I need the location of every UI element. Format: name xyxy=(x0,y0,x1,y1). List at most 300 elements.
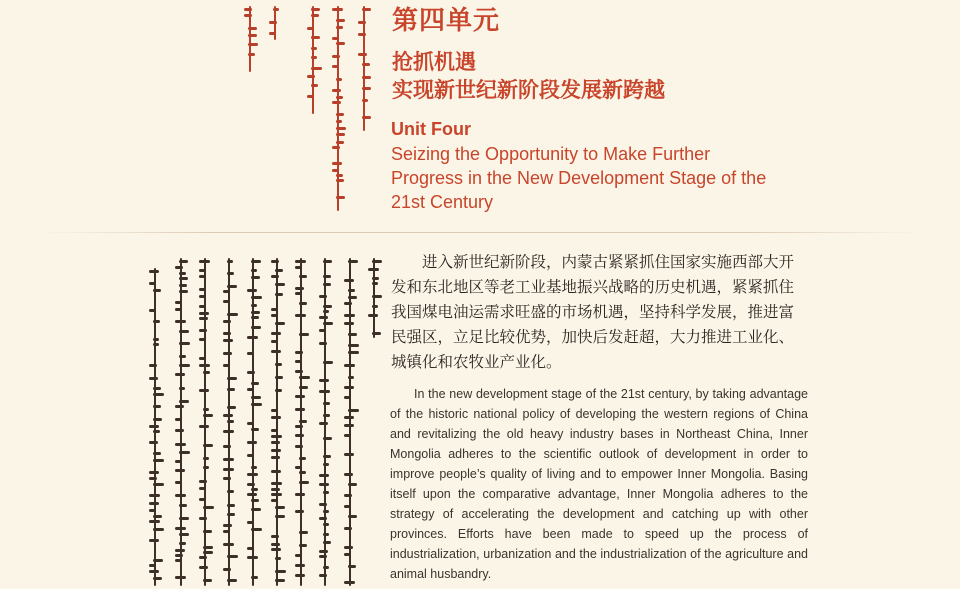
mongolian-script-stroke xyxy=(251,311,260,314)
mongolian-script-stroke xyxy=(295,434,304,437)
mongolian-script-stroke xyxy=(295,292,302,295)
mongolian-script-stroke xyxy=(247,388,254,391)
mongolian-script-stroke xyxy=(179,542,186,545)
mongolian-script-stroke xyxy=(199,556,207,559)
mongolian-script-stroke xyxy=(307,75,315,78)
mongolian-script-stroke xyxy=(179,284,187,287)
mongolian-script-stroke xyxy=(203,466,209,469)
mongolian-script-stroke xyxy=(247,352,254,355)
mongolian-script-stroke xyxy=(227,513,235,516)
mongolian-script-stroke xyxy=(362,116,371,119)
mongolian-script-stroke xyxy=(299,275,307,278)
mongolian-script-stroke xyxy=(275,363,282,366)
mongolian-script-stroke xyxy=(348,260,358,263)
mongolian-script-stroke xyxy=(319,517,327,520)
mongolian-script-stroke xyxy=(336,133,345,136)
mongolian-script-stroke xyxy=(199,389,209,392)
mongolian-script-stroke xyxy=(244,14,252,17)
mongolian-script-stroke xyxy=(149,539,159,542)
mongolian-script-stroke xyxy=(295,493,305,496)
mongolian-script-stroke xyxy=(323,322,333,325)
mongolian-script-stroke xyxy=(344,314,355,317)
mongolian-script-stroke xyxy=(199,329,207,332)
mongolian-script-stroke xyxy=(247,441,257,444)
mongolian-script-stroke xyxy=(271,314,277,317)
mongolian-script-stroke xyxy=(203,579,212,582)
mongolian-script-stroke xyxy=(323,455,331,458)
mongolian-script-stroke xyxy=(372,305,378,308)
mongolian-script-stroke xyxy=(223,543,234,546)
mongolian-script-stroke xyxy=(199,498,205,501)
mongolian-script-stroke xyxy=(223,339,233,342)
mongolian-script-column xyxy=(246,258,260,586)
mongolian-script-stroke xyxy=(227,313,238,316)
mongolian-script-stroke xyxy=(248,43,258,46)
mongolian-script-stroke xyxy=(336,113,344,116)
mongolian-script-stroke xyxy=(271,308,277,311)
body-paragraph-english: In the new development stage of the 21st century, by taking advantage of the historic national policy of developing the western regions of China and revitalizing the old heavy industry bases in Northeast China, Inner Mongolia adheres to the scientific outlook of development in order to improve people’s quality of living and to empower Inner Mongolia. Basing itself upon the comparative advantage, Inner Mongolia adheres to the strategy of accelerating the development and catching up with other provinces. Efforts have been made to speed up the process of industrialization, urbanization and the industrialization of the agriculture and animal husbandry. xyxy=(390,387,808,581)
mongolian-script-stroke xyxy=(251,396,261,399)
mongolian-script-stroke xyxy=(344,581,355,584)
mongolian-script-stroke xyxy=(344,505,351,508)
mongolian-script-stroke xyxy=(251,296,262,299)
mongolian-script-stroke xyxy=(227,285,237,288)
mongolian-script-stroke xyxy=(336,127,346,130)
mongolian-script-stroke xyxy=(175,308,182,311)
mongolian-script-stroke xyxy=(344,453,354,456)
mongolian-script-stroke xyxy=(269,21,277,24)
mongolian-script-stroke xyxy=(348,515,357,518)
mongolian-script-stroke xyxy=(149,441,158,444)
mongolian-script-stroke xyxy=(275,283,285,286)
mongolian-script-column xyxy=(318,258,332,586)
unit-title-chinese-line: 实现新世纪新阶段发展新跨越 xyxy=(392,78,665,102)
mongolian-script-stroke xyxy=(323,491,329,494)
mongolian-script-stroke xyxy=(227,490,234,493)
mongolian-script-stroke xyxy=(227,406,236,409)
mongolian-script-stroke xyxy=(199,288,206,291)
mongolian-script-stroke xyxy=(332,146,340,149)
unit-title-english-line: 21st Century xyxy=(391,192,494,212)
mongolian-script-stroke xyxy=(179,272,186,275)
mongolian-script-stroke xyxy=(153,452,161,455)
mongolian-script-stroke xyxy=(179,277,188,280)
mongolian-script-stroke xyxy=(199,364,210,367)
mongolian-script-stroke xyxy=(319,329,326,332)
mongolian-script-stroke xyxy=(179,355,186,358)
unit-title-english-line: Progress in the New Development Stage of the xyxy=(391,168,767,188)
mongolian-script-stroke xyxy=(344,302,352,305)
mongolian-script-stroke xyxy=(336,26,343,29)
mongolian-script-stroke xyxy=(372,260,382,263)
mongolian-script-stroke xyxy=(362,63,370,66)
mongolian-script-column xyxy=(294,258,308,586)
mongolian-script-stroke xyxy=(251,499,259,502)
mongolian-script-stroke xyxy=(332,169,338,172)
mongolian-script-stroke xyxy=(336,141,344,144)
mongolian-script-stroke xyxy=(175,320,186,323)
mongolian-script-stroke xyxy=(344,322,354,325)
mongolian-script-stroke xyxy=(299,386,308,389)
mongolian-script-stroke xyxy=(153,405,161,408)
mongolian-script-stroke xyxy=(275,570,286,573)
mongolian-script-stroke xyxy=(199,357,206,360)
mongolian-script-stem xyxy=(363,6,365,131)
mongolian-script-stroke xyxy=(295,287,304,290)
mongolian-script-stroke xyxy=(332,55,340,58)
mongolian-script-stroke xyxy=(175,481,182,484)
mongolian-script-stroke xyxy=(323,463,329,466)
mongolian-script-stroke xyxy=(295,408,305,411)
mongolian-script-stroke xyxy=(227,388,235,391)
mongolian-script-stroke xyxy=(175,576,186,579)
unit-title-english-line: Seizing the Opportunity to Make Further xyxy=(391,144,711,164)
mongolian-script-stroke xyxy=(319,316,328,319)
mongolian-script-stroke xyxy=(319,474,329,477)
mongolian-script-stroke xyxy=(179,387,185,390)
mongolian-script-stroke xyxy=(247,483,255,486)
mongolian-script-stroke xyxy=(251,576,258,579)
mongolian-script-stroke xyxy=(175,373,185,376)
mongolian-script-stroke xyxy=(227,420,234,423)
mongolian-script-stroke xyxy=(247,521,254,524)
unit-label-chinese: 第四单元 xyxy=(392,6,501,36)
mongolian-script-stroke xyxy=(199,566,208,569)
mongolian-script-stroke xyxy=(199,305,205,308)
mongolian-script-stroke xyxy=(203,530,212,533)
mongolian-script-stroke xyxy=(271,548,281,551)
mongolian-script-stroke xyxy=(323,533,329,536)
mongolian-script-stroke xyxy=(323,523,329,526)
mongolian-script-stroke xyxy=(319,555,327,558)
mongolian-script-stroke xyxy=(203,457,209,460)
mongolian-script-stroke xyxy=(251,428,259,431)
mongolian-script-stroke xyxy=(319,483,329,486)
mongolian-script-stroke xyxy=(175,527,186,530)
mongolian-script-stroke xyxy=(153,343,159,346)
mongolian-script-stroke xyxy=(299,544,307,547)
mongolian-script-stroke xyxy=(319,550,328,553)
mongolian-script-stroke xyxy=(175,266,183,269)
mongolian-script-stroke xyxy=(153,393,164,396)
mongolian-script-stroke xyxy=(247,371,255,374)
mongolian-script-stroke xyxy=(311,14,319,17)
mongolian-script-stroke xyxy=(348,351,359,354)
mongolian-script-stroke xyxy=(319,379,329,382)
mongolian-script-stroke xyxy=(149,564,156,567)
mongolian-script-stroke xyxy=(323,566,329,569)
mongolian-script-stroke xyxy=(251,528,262,531)
mongolian-script-stroke xyxy=(227,555,238,558)
mongolian-script-stroke xyxy=(323,402,330,405)
mongolian-script-stroke xyxy=(203,506,214,509)
mongolian-script-stroke xyxy=(275,293,283,296)
mongolian-script-stroke xyxy=(175,443,186,446)
mongolian-script-stroke xyxy=(307,95,314,98)
mongolian-script-stroke xyxy=(199,312,209,315)
mongolian-script-stroke xyxy=(323,437,332,440)
mongolian-script-stroke xyxy=(299,471,306,474)
mongolian-script-stroke xyxy=(149,494,160,497)
mongolian-script-stroke xyxy=(358,33,366,36)
mongolian-script-stroke xyxy=(248,27,257,30)
mongolian-script-stroke xyxy=(295,351,303,354)
mongolian-script-stroke xyxy=(149,477,157,480)
mongolian-script-stroke xyxy=(348,409,359,412)
mongolian-script-stroke xyxy=(175,460,181,463)
mongolian-script-stroke xyxy=(179,364,190,367)
mongolian-script-stroke xyxy=(149,309,155,312)
mongolian-script-stroke xyxy=(153,528,164,531)
mongolian-script-stroke xyxy=(223,320,231,323)
mongolian-script-stroke xyxy=(247,454,254,457)
mongolian-script-stroke xyxy=(275,269,283,272)
mongolian-script-stroke xyxy=(271,350,281,353)
mongolian-script-stroke xyxy=(153,459,164,462)
mongolian-script-stroke xyxy=(348,289,355,292)
mongolian-script-stroke xyxy=(199,295,205,298)
mongolian-script-stroke xyxy=(295,266,302,269)
mongolian-script-column xyxy=(148,268,162,586)
mongolian-script-stroke xyxy=(271,493,282,496)
mongolian-script-stroke xyxy=(358,53,367,56)
mongolian-script-column xyxy=(222,258,236,586)
mongolian-script-stroke xyxy=(271,543,280,546)
section-divider xyxy=(40,232,920,233)
mongolian-script-stroke xyxy=(319,503,327,506)
mongolian-script-stroke xyxy=(247,336,258,339)
mongolian-script-stroke xyxy=(295,314,306,317)
mongolian-script-stroke xyxy=(248,53,255,56)
mongolian-script-stroke xyxy=(344,396,350,399)
mongolian-script-stroke xyxy=(323,260,332,263)
mongolian-script-stroke xyxy=(251,466,257,469)
mongolian-script-stroke xyxy=(311,36,320,39)
mongolian-script-stroke xyxy=(323,541,331,544)
mongolian-script-stroke xyxy=(199,260,210,263)
mongolian-script-stroke xyxy=(153,577,162,580)
mongolian-script-stroke xyxy=(223,290,230,293)
mongolian-script-stroke xyxy=(271,260,279,263)
mongolian-script-stroke xyxy=(175,559,181,562)
mongolian-script-stroke xyxy=(362,76,371,79)
mongolian-script-stroke xyxy=(275,376,283,379)
mongolian-script-column xyxy=(367,258,381,338)
mongolian-script-stroke xyxy=(251,326,261,329)
mongolian-script-stroke xyxy=(223,445,231,448)
mongolian-script-stroke xyxy=(223,352,232,355)
mongolian-script-stroke xyxy=(179,517,189,520)
mongolian-script-stroke xyxy=(251,382,259,385)
mongolian-script-stroke xyxy=(251,269,257,272)
mongolian-script-stroke xyxy=(271,275,279,278)
mongolian-script-stroke xyxy=(295,510,304,513)
mongolian-script-stroke xyxy=(248,34,257,37)
mongolian-script-stroke xyxy=(153,559,163,562)
mongolian-script-stroke xyxy=(149,282,155,285)
mongolian-script-stroke xyxy=(179,342,190,345)
unit-title-chinese-line: 抢抓机遇 xyxy=(392,50,476,74)
mongolian-script-column xyxy=(243,6,257,72)
mongolian-script-stroke xyxy=(251,508,261,511)
mongolian-script-stroke xyxy=(199,317,208,320)
mongolian-script-stroke xyxy=(332,101,341,104)
mongolian-script-stroke xyxy=(251,260,261,263)
mongolian-script-stroke xyxy=(175,301,181,304)
mongolian-script-stroke xyxy=(344,424,354,427)
mongolian-script-stroke xyxy=(358,21,366,24)
mongolian-script-stroke xyxy=(199,269,206,272)
mongolian-script-stroke xyxy=(295,554,301,557)
mongolian-script-stroke xyxy=(323,283,331,286)
mongolian-script-stroke xyxy=(153,418,162,421)
mongolian-script-column xyxy=(343,258,357,586)
mongolian-script-stroke xyxy=(247,493,257,496)
mongolian-script-stroke xyxy=(344,279,354,282)
mongolian-script-stroke xyxy=(273,8,279,11)
mongolian-script-stroke xyxy=(251,304,257,307)
mongolian-script-stroke xyxy=(223,300,230,303)
mongolian-script-stroke xyxy=(149,509,155,512)
mongolian-script-stroke xyxy=(368,268,379,271)
mongolian-script-stroke xyxy=(203,444,213,447)
mongolian-script-stroke xyxy=(153,483,164,486)
body-paragraph-chinese: 进入新世纪新阶段，内蒙古紧紧抓住国家实施西部大开发和东北地区等老工业基地振兴战略的历史机遇，紧紧抓住我国煤电油运需求旺盛的市场机遇，坚持科学发展，推进富民强区，立足比较优势，加快后发赶超，大力推进工业化、城镇化和农牧业产业化。 xyxy=(391,253,795,371)
mongolian-script-stroke xyxy=(179,504,187,507)
mongolian-script-stroke xyxy=(336,196,345,199)
mongolian-script-stroke xyxy=(344,527,352,530)
mongolian-script-stroke xyxy=(153,338,159,341)
mongolian-script-stroke xyxy=(372,282,378,285)
mongolian-script-stroke xyxy=(323,510,329,513)
mongolian-script-stroke xyxy=(344,546,353,549)
mongolian-script-stroke xyxy=(271,470,281,473)
mongolian-script-stroke xyxy=(271,499,278,502)
mongolian-script-stroke xyxy=(362,99,368,102)
mongolian-script-stroke xyxy=(295,466,301,469)
mongolian-script-stroke xyxy=(203,414,213,417)
mongolian-script-stroke xyxy=(319,390,330,393)
mongolian-script-stroke xyxy=(271,441,280,444)
mongolian-script-stroke xyxy=(271,449,281,452)
mongolian-script-stroke xyxy=(323,361,333,364)
mongolian-script-stroke xyxy=(348,296,357,299)
mongolian-script-stroke xyxy=(307,27,314,30)
mongolian-script-stroke xyxy=(344,416,354,419)
mongolian-script-stroke xyxy=(336,78,342,81)
mongolian-script-stroke xyxy=(271,535,279,538)
mongolian-script-stroke xyxy=(223,530,229,533)
mongolian-script-stroke xyxy=(295,360,302,363)
mongolian-script-stroke xyxy=(223,414,233,417)
mongolian-script-stroke xyxy=(323,275,331,278)
mongolian-script-stroke xyxy=(153,387,161,390)
mongolian-script-stroke xyxy=(227,579,237,582)
mongolian-script-stroke xyxy=(247,473,258,476)
mongolian-script-column xyxy=(331,6,345,211)
mongolian-script-column xyxy=(357,6,371,131)
mongolian-script-stroke xyxy=(223,332,231,335)
mongolian-script-stroke xyxy=(149,425,159,428)
mongolian-script-stroke xyxy=(275,506,285,509)
mongolian-script-stroke xyxy=(323,310,329,313)
mongolian-script-stroke xyxy=(227,504,235,507)
mongolian-script-stroke xyxy=(199,338,206,341)
mongolian-script-stroke xyxy=(332,37,339,40)
mongolian-script-stroke xyxy=(332,89,341,92)
mongolian-script-stroke xyxy=(348,344,359,347)
mongolian-script-stroke xyxy=(223,468,234,471)
mongolian-script-stroke xyxy=(223,430,234,433)
mongolian-script-stroke xyxy=(149,471,159,474)
mongolian-script-stroke xyxy=(175,418,181,421)
mongolian-script-stroke xyxy=(348,376,354,379)
mongolian-script-stroke xyxy=(149,570,159,573)
mongolian-script-stroke xyxy=(223,364,230,367)
mongolian-script-stroke xyxy=(336,174,343,177)
mongolian-script-stroke xyxy=(251,276,260,279)
mongolian-script-stroke xyxy=(295,395,305,398)
mongolian-script-stroke xyxy=(295,564,305,567)
mongolian-script-stroke xyxy=(153,289,161,292)
mongolian-script-stroke xyxy=(179,330,189,333)
mongolian-script-stroke xyxy=(223,458,234,461)
mongolian-script-stroke xyxy=(344,494,352,497)
mongolian-script-stroke xyxy=(179,533,189,536)
mongolian-script-stroke xyxy=(344,364,355,367)
unit-title-chinese xyxy=(392,48,665,104)
mongolian-script-stroke xyxy=(175,469,185,472)
mongolian-script-stroke xyxy=(227,260,233,263)
mongolian-script-stroke xyxy=(311,8,320,11)
mongolian-script-stroke xyxy=(344,473,353,476)
mongolian-script-stroke xyxy=(149,520,160,523)
mongolian-script-stroke xyxy=(247,547,254,550)
mongolian-script-stroke xyxy=(295,574,305,577)
mongolian-script-stroke xyxy=(251,403,262,406)
mongolian-script-stroke xyxy=(247,556,258,559)
mongolian-script-stroke xyxy=(179,290,188,293)
mongolian-script-stroke xyxy=(223,568,231,571)
mongolian-script-stem xyxy=(349,258,351,586)
mongolian-script-stroke xyxy=(175,554,183,557)
mongolian-script-stroke xyxy=(275,389,282,392)
mongolian-script-stroke xyxy=(275,322,285,325)
mongolian-script-stroke xyxy=(227,377,237,380)
mongolian-script-stroke xyxy=(199,275,205,278)
mongolian-script-stroke xyxy=(271,456,280,459)
mongolian-script-stroke xyxy=(149,270,159,273)
mongolian-script-stroke xyxy=(372,332,381,335)
mongolian-script-stroke xyxy=(336,179,344,182)
mongolian-script-stroke xyxy=(271,416,281,419)
mongolian-script-stroke xyxy=(179,400,189,403)
mongolian-script-stroke xyxy=(269,32,276,35)
mongolian-script-stroke xyxy=(271,340,277,343)
mongolian-script-stroke xyxy=(319,422,328,425)
mongolian-script-stroke xyxy=(271,488,280,491)
mongolian-script-stroke xyxy=(149,377,158,380)
mongolian-script-column xyxy=(270,258,284,586)
mongolian-script-stroke xyxy=(179,260,188,263)
mongolian-script-stroke xyxy=(295,425,303,428)
mongolian-script-stroke xyxy=(203,408,209,411)
mongolian-script-stroke xyxy=(149,502,159,505)
mongolian-script-stroke xyxy=(295,445,303,448)
mongolian-script-stroke xyxy=(299,531,308,534)
mongolian-script-stroke xyxy=(319,574,327,577)
mongolian-script-stroke xyxy=(271,409,277,412)
